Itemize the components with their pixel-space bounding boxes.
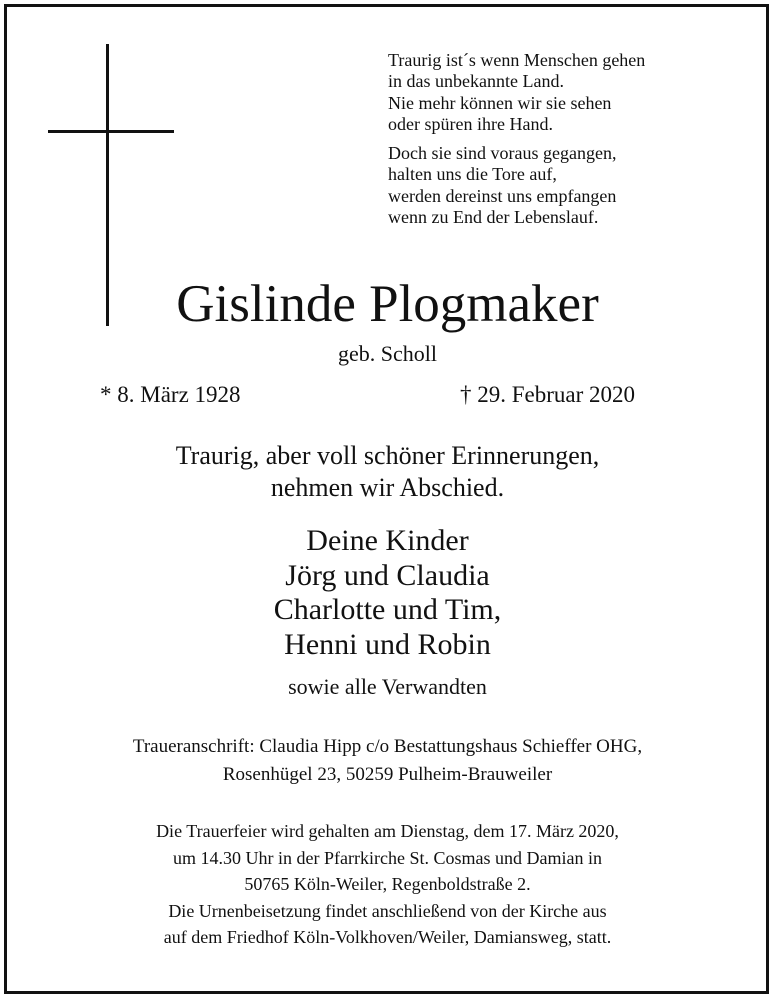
mourning-address [0,733,775,789]
address-line: Traueranschrift: Claudia Hipp c/o Bestattungshaus Schieffer OHG, [132,736,643,757]
farewell-line: nehmen wir Abschied. [270,473,505,502]
birth-date: * 8. März 1928 [100,382,241,407]
poem-line: Doch sie sind voraus gegangen, [388,143,617,164]
poem-line: in das unbekannte Land. [388,71,564,92]
family-line: Henni und Robin [284,627,491,661]
farewell-line: Traurig, aber voll schöner Erinnerungen, [175,441,600,470]
poem-line: wenn zu End der Lebenslauf. [388,207,599,228]
family-line: Charlotte und Tim, [273,593,502,626]
death-date: † 29. Februar 2020 [460,382,636,407]
birth-name: geb. Scholl [338,341,437,366]
poem-stanza-1 [388,50,748,135]
relatives-line: sowie alle Verwandten [288,674,487,699]
funeral-service-info [0,818,775,951]
family-signature [0,524,775,662]
family-line: Jörg und Claudia [285,558,490,592]
service-line: 50765 Köln-Weiler, Regenboldstraße 2. [244,874,531,894]
poem-line: oder spüren ihre Hand. [388,113,553,134]
family-line: Deine Kinder [306,524,469,557]
service-line: Die Urnenbeisetzung findet anschließend von der Kirche aus [168,900,607,921]
farewell-text [0,440,775,504]
poem-line: halten uns die Tore auf, [388,164,557,185]
deceased-name: Gislinde Plogmaker [176,275,599,333]
service-line: auf dem Friedhof Köln-Volkhoven/Weiler, Damiansweg, statt. [163,927,612,947]
poem-line: werden dereinst uns empfangen [388,185,617,206]
service-line: Die Trauerfeier wird gehalten am Dienstag, dem 17. März 2020, [156,821,619,841]
address-line: Rosenhügel 23, 50259 Pulheim-Brauweiler [222,764,553,785]
poem-line: Nie mehr können wir sie sehen [388,92,612,113]
poem [388,50,748,236]
poem-line: Traurig ist´s wenn Menschen gehen [388,50,646,70]
poem-stanza-2 [388,143,748,228]
service-line: um 14.30 Uhr in der Pfarrkirche St. Cosmas und Damian in [173,847,602,868]
cross-horizontal-bar [48,130,174,133]
